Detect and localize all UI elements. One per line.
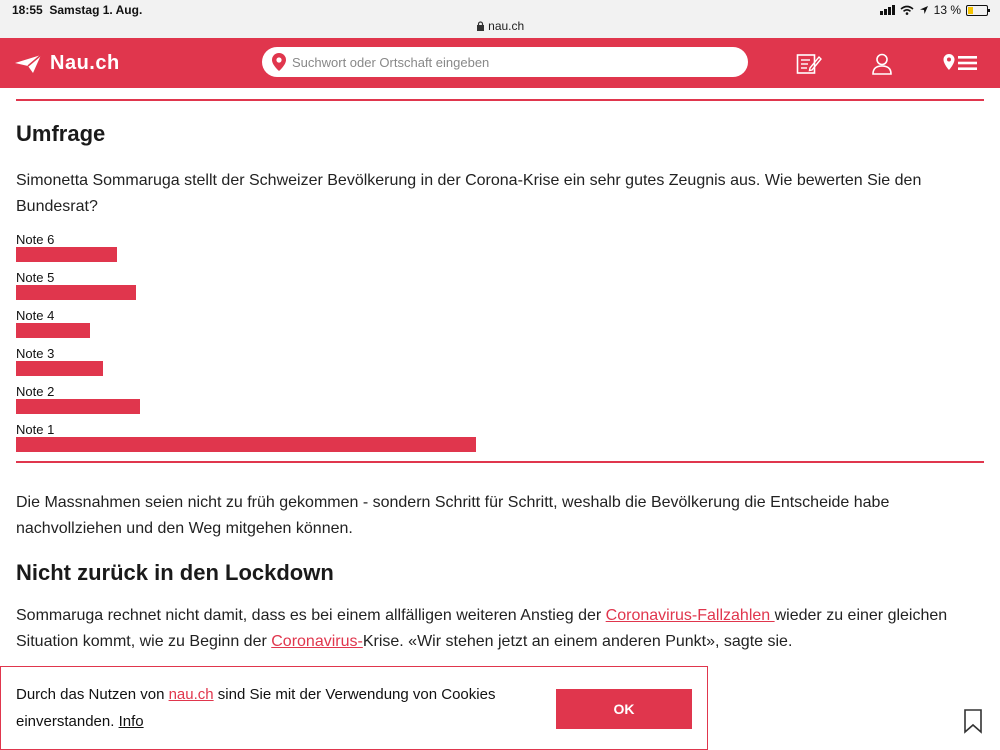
bookmark-icon[interactable] (962, 708, 984, 734)
search-input[interactable] (262, 47, 748, 77)
status-indicators (880, 3, 988, 17)
status-bar (0, 0, 1000, 38)
user-icon[interactable] (871, 53, 893, 75)
divider (16, 461, 984, 463)
poll-option-label: Note 5 (16, 270, 55, 285)
poll-option-label: Note 4 (16, 308, 55, 323)
cookie-message (16, 681, 536, 735)
address-bar[interactable] (0, 19, 1000, 33)
site-header (0, 38, 1000, 88)
poll-option-bar (16, 437, 476, 452)
poll-option (16, 308, 984, 346)
text-span: Krise. «Wir stehen jetzt an einem anderen Punkt», sagte sie. (362, 633, 793, 650)
poll-results (16, 232, 984, 460)
battery-icon (966, 5, 988, 16)
article-heading: Nicht zurück in den Lockdown (16, 560, 334, 585)
article-paragraph: Die Massnahmen seien nicht zu früh gekommen - sondern Schritt für Schritt, weshalb die Bevölkerung die Entscheide habe nachvollziehen und den Weg mitgehen können. (16, 494, 890, 537)
poll-option (16, 346, 984, 384)
poll-option-label: Note 2 (16, 384, 55, 399)
poll-option-bar (16, 399, 140, 414)
article-content (16, 88, 984, 655)
poll-option (16, 384, 984, 422)
location-menu-icon[interactable] (943, 53, 979, 73)
divider (16, 99, 984, 101)
signal-icon (880, 5, 895, 15)
poll-option-bar (16, 247, 117, 262)
edit-notepad-icon[interactable] (796, 53, 822, 75)
poll-option-label: Note 6 (16, 232, 55, 247)
lock-icon (476, 21, 485, 31)
search-placeholder: Suchwort oder Ortschaft eingeben (292, 54, 490, 70)
logo-text: Nau.ch (50, 52, 120, 74)
text-span: Sommaruga rechnet nicht damit, dass es bei einem allfälligen weiteren Anstieg der (16, 607, 606, 624)
nau-ch-link[interactable]: nau.ch (168, 686, 214, 703)
poll-option-label: Note 3 (16, 346, 55, 361)
article-paragraph (16, 603, 984, 655)
poll-question: Simonetta Sommaruga stellt der Schweizer Bevölkerung in der Corona-Krise ein sehr gutes Zeugnis aus. Wie bewerten Sie den Bundesrat? (16, 172, 922, 215)
text-span: Durch das Nutzen von (16, 686, 169, 703)
text-span: sind Sie mit der Verwendung von Cookies einverstanden. (16, 686, 496, 730)
poll-option (16, 232, 984, 270)
coronavirus-fallzahlen-link[interactable]: Coronavirus-Fallzahlen (605, 607, 775, 624)
cookie-ok-button[interactable]: OK (556, 689, 692, 729)
site-logo[interactable] (14, 52, 120, 75)
date-label: Samstag 1. Aug. (49, 3, 143, 17)
cookie-banner (0, 666, 708, 750)
poll-option-bar (16, 285, 136, 300)
location-pin-icon (272, 53, 286, 71)
location-arrow-icon (919, 5, 929, 15)
poll-title: Umfrage (16, 121, 106, 146)
url-label: nau.ch (488, 19, 525, 33)
poll-option-label: Note 1 (16, 422, 55, 437)
text-span: wieder zu einer gleichen Situation kommt, wie zu Beginn der (16, 607, 948, 650)
status-time (12, 3, 142, 17)
paper-plane-icon (14, 54, 42, 74)
coronavirus-link[interactable]: Coronavirus- (271, 633, 363, 650)
time-label: 18:55 (12, 3, 43, 17)
wifi-icon (900, 5, 914, 15)
cookie-info-link[interactable]: Info (118, 713, 144, 730)
battery-label: 13 % (933, 3, 961, 17)
poll-option-bar (16, 323, 90, 338)
poll-option (16, 270, 984, 308)
poll-option-bar (16, 361, 103, 376)
poll-option (16, 422, 984, 460)
